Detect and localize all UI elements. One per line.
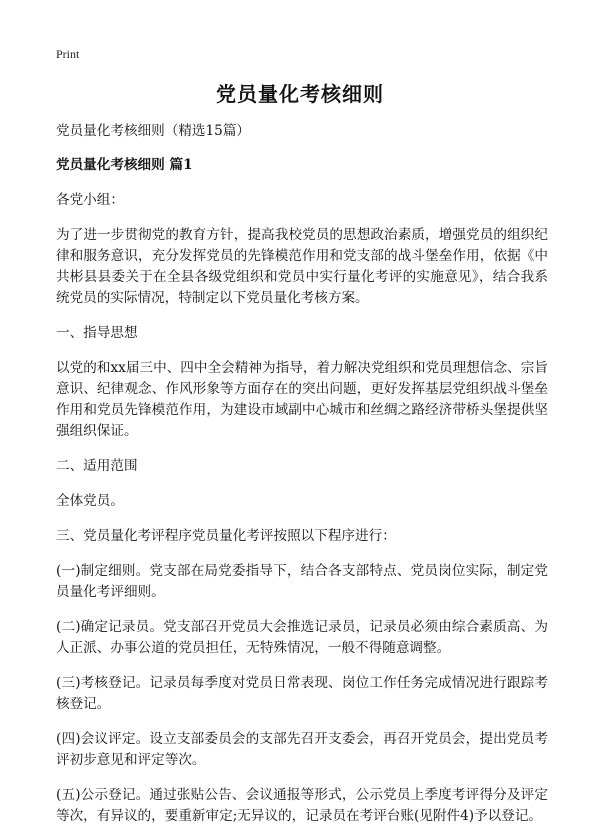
section-heading-scope: 二、适用范围 bbox=[56, 458, 138, 474]
article-heading: 党员量化考核细则 篇1 bbox=[56, 157, 193, 173]
guiding-ideology-paragraph: 以党的和xx届三中、四中全会精神为指导，着力解决党组织和党员理想信念、宗旨意识、纪律观念、作风形象等方面存在的突出问题，更好发挥基层党组织战斗堡垒作用和党员先锋模范作用，为建设市域副中心城市和丝绸之路经济带桥头堡提供坚强组织保证。 bbox=[56, 360, 548, 439]
procedure-step-2: (二)确定记录员。党支部召开党员大会推选记录员，记录员必须由综合素质高、为人正派、办事公道的党员担任，无特殊情况，一般不得随意调整。 bbox=[56, 619, 548, 656]
document-body bbox=[56, 121, 548, 827]
procedure-step-3: (三)考核登记。记录员每季度对党员日常表现、岗位工作任务完成情况进行跟踪考核登记。 bbox=[56, 675, 548, 712]
section-heading-guiding-ideology: 一、指导思想 bbox=[56, 325, 138, 341]
print-label: Print bbox=[56, 47, 80, 61]
document-subtitle: 党员量化考核细则（精选15篇） bbox=[56, 123, 251, 139]
salutation: 各党小组： bbox=[56, 192, 124, 208]
procedure-step-4: (四)会议评定。设立支部委员会的支部先召开支委会，再召开党员会，提出党员考评初步意见和评定等次。 bbox=[56, 731, 548, 768]
document-title: 党员量化考核细则 bbox=[216, 82, 384, 106]
section-heading-procedure: 三、党员量化考评程序党员量化考评按照以下程序进行： bbox=[56, 528, 396, 544]
procedure-step-1: (一)制定细则。党支部在局党委指导下，结合各支部特点、党员岗位实际，制定党员量化考评细则。 bbox=[56, 563, 548, 600]
intro-paragraph: 为了进一步贯彻党的教育方针，提高我校党员的思想政治素质，增强党员的组织纪律和服务意识，充分发挥党员的先锋模范作用和党支部的战斗堡垒作用，依据《中共彬县县委关于在全县各级党组织和党员中实行量化考评的实施意见》，结合我系统党员的实际情况，特制定以下党员量化考核方案。 bbox=[56, 227, 548, 306]
scope-paragraph: 全体党员。 bbox=[56, 493, 124, 509]
procedure-step-5: (五)公示登记。通过张贴公告、会议通报等形式，公示党员上季度考评得分及评定等次，有异议的，要重新审定;无异议的，记录员在考评台账(见附件4)予以登记。 bbox=[56, 787, 548, 824]
